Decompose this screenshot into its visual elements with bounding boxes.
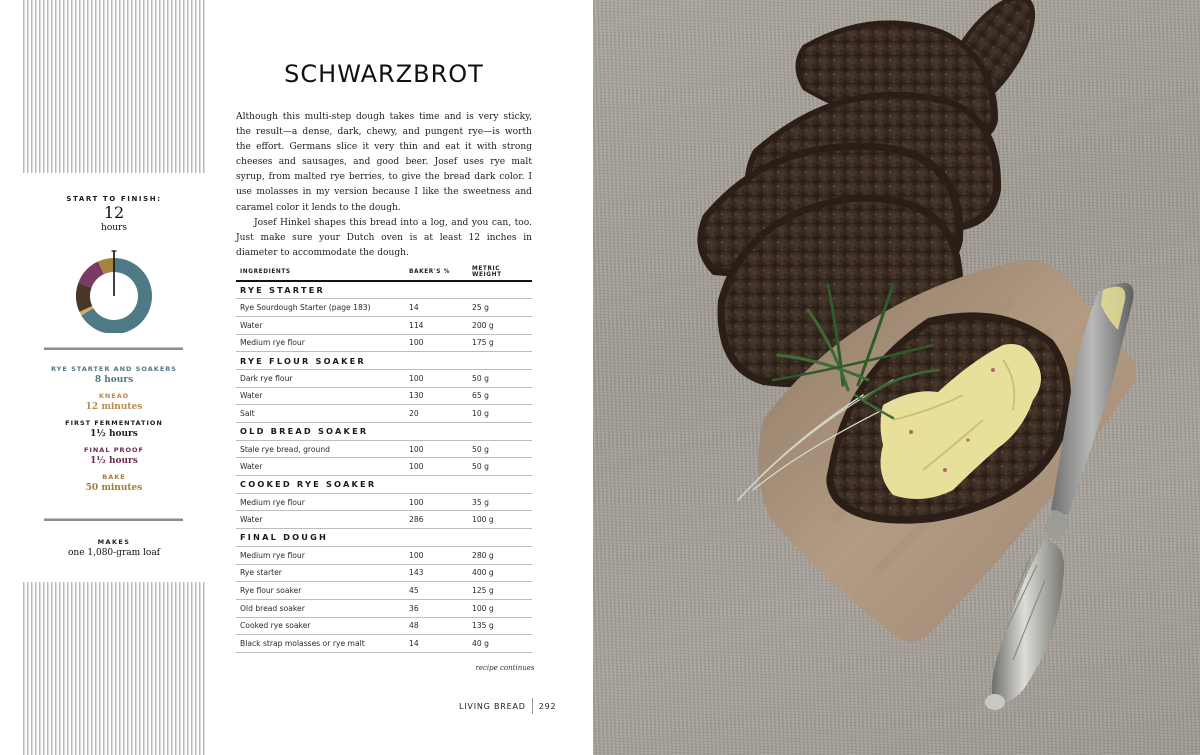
- metric-weight: 100 g: [468, 599, 532, 617]
- section-row: [236, 352, 532, 370]
- page-number: 292: [538, 701, 557, 711]
- decorative-stripes-top: [23, 0, 205, 173]
- bakers-percent: 14: [405, 635, 468, 653]
- section-title: RYE STARTER: [236, 281, 532, 299]
- section-row: [236, 529, 532, 547]
- step-first-fermentation: [40, 419, 188, 440]
- bakers-percent: 100: [405, 546, 468, 564]
- metric-weight: 35 g: [468, 493, 532, 511]
- start-to-finish-label: START TO FINISH:: [66, 195, 162, 203]
- step-value: 1½ hours: [90, 429, 138, 439]
- bakers-percent: 143: [405, 564, 468, 582]
- bread-photo: [593, 0, 1200, 755]
- recipe-continues-note: recipe continues: [475, 664, 535, 672]
- table-row: [236, 405, 532, 423]
- folio-divider: [532, 698, 533, 714]
- table-row: [236, 582, 532, 600]
- table-row: [236, 617, 532, 635]
- section-title: OLD BREAD SOAKER: [236, 423, 532, 441]
- intro-paragraph: Josef Hinkel shapes this bread into a log, and you can, too. Just make sure your Dutch oven is at least 12 inches in diameter to accommodate the dough.: [236, 217, 532, 258]
- header-ingredients: INGREDIENTS: [236, 264, 405, 281]
- step-value: 8 hours: [94, 375, 134, 385]
- sidebar-divider: [44, 518, 183, 521]
- table-row: [236, 316, 532, 334]
- table-header-row: [236, 264, 532, 281]
- section-row: [236, 476, 532, 494]
- section-title: FINAL DOUGH: [236, 529, 532, 547]
- ingredients-table: [236, 264, 532, 653]
- total-time-unit: hours: [101, 223, 127, 233]
- bakers-percent: 130: [405, 387, 468, 405]
- table-row: [236, 635, 532, 653]
- clock-donut-icon: [69, 243, 159, 333]
- makes-value: one 1,080-gram loaf: [67, 548, 161, 558]
- metric-weight: 125 g: [468, 582, 532, 600]
- bakers-percent: 286: [405, 511, 468, 529]
- ingredient-name: Water: [236, 316, 405, 334]
- step-final-proof: [40, 446, 188, 467]
- ingredient-name: Water: [236, 387, 405, 405]
- section-title: COOKED RYE SOAKER: [236, 476, 532, 494]
- bakers-percent: 48: [405, 617, 468, 635]
- header-bakers-percent: BAKER'S %: [405, 264, 468, 281]
- metric-weight: 200 g: [468, 316, 532, 334]
- makes-label: MAKES: [97, 538, 131, 546]
- step-label: RYE STARTER AND SOAKERS: [51, 365, 177, 373]
- header-metric-weight: METRIC WEIGHT: [468, 264, 532, 281]
- intro-paragraph: Although this multi-step dough takes time and is very sticky, the result—a dense, dark, chewy, and pungent rye—is worth the effort. Germans slice it very thin and eat it with strong cheeses and sausages, and good beer. Josef uses rye malt syrup, from malted rye berries, to give the bread dark color. I use molasses in my version because I like the sweetness and caramel color it lends to the dough.: [236, 112, 532, 213]
- table-row: [236, 299, 532, 317]
- table-row: [236, 546, 532, 564]
- table-row: [236, 334, 532, 352]
- bakers-percent: 20: [405, 405, 468, 423]
- metric-weight: 40 g: [468, 635, 532, 653]
- bakers-percent: 100: [405, 369, 468, 387]
- bakers-percent: 36: [405, 599, 468, 617]
- step-value: 50 minutes: [85, 483, 143, 493]
- timeline-donut-chart: [69, 243, 159, 333]
- ingredient-name: Water: [236, 458, 405, 476]
- step-label: KNEAD: [98, 392, 130, 400]
- table-row: [236, 440, 532, 458]
- step-rye-starter: [40, 365, 188, 386]
- bakers-percent: 100: [405, 334, 468, 352]
- metric-weight: 100 g: [468, 511, 532, 529]
- ingredient-name: Medium rye flour: [236, 546, 405, 564]
- step-label: FINAL PROOF: [84, 446, 144, 454]
- metric-weight: 10 g: [468, 405, 532, 423]
- metric-weight: 50 g: [468, 369, 532, 387]
- bakers-percent: 100: [405, 440, 468, 458]
- step-value: 1½ hours: [90, 456, 138, 466]
- metric-weight: 50 g: [468, 458, 532, 476]
- bakers-percent: 100: [405, 458, 468, 476]
- ingredient-name: Stale rye bread, ground: [236, 440, 405, 458]
- timing-sidebar: [40, 190, 188, 333]
- timing-steps: [40, 365, 188, 500]
- bakers-percent: 45: [405, 582, 468, 600]
- ingredient-name: Medium rye flour: [236, 334, 405, 352]
- recipe-page: [0, 0, 593, 755]
- ingredient-name: Cooked rye soaker: [236, 617, 405, 635]
- step-label: BAKE: [102, 473, 126, 481]
- ingredient-name: Rye flour soaker: [236, 582, 405, 600]
- table-row: [236, 599, 532, 617]
- ingredient-name: Salt: [236, 405, 405, 423]
- decorative-stripes-bottom: [23, 582, 205, 755]
- metric-weight: 175 g: [468, 334, 532, 352]
- section-name: LIVING BREAD: [459, 701, 526, 711]
- bakers-percent: 14: [405, 299, 468, 317]
- table-row: [236, 387, 532, 405]
- ingredient-name: Rye Sourdough Starter (page 183): [236, 299, 405, 317]
- table-row: [236, 511, 532, 529]
- section-title: RYE FLOUR SOAKER: [236, 352, 532, 370]
- metric-weight: 280 g: [468, 546, 532, 564]
- bakers-percent: 114: [405, 316, 468, 334]
- recipe-intro: [236, 110, 532, 261]
- table-row: [236, 458, 532, 476]
- ingredient-name: Old bread soaker: [236, 599, 405, 617]
- table-row: [236, 369, 532, 387]
- ingredient-name: Dark rye flour: [236, 369, 405, 387]
- metric-weight: 135 g: [468, 617, 532, 635]
- page-footer: [459, 698, 556, 714]
- yield-block: [40, 537, 188, 560]
- step-bake: [40, 473, 188, 494]
- table-row: [236, 564, 532, 582]
- metric-weight: 50 g: [468, 440, 532, 458]
- section-row: [236, 423, 532, 441]
- table-row: [236, 493, 532, 511]
- ingredient-name: Black strap molasses or rye malt: [236, 635, 405, 653]
- ingredient-name: Water: [236, 511, 405, 529]
- ingredient-name: Rye starter: [236, 564, 405, 582]
- step-knead: [40, 392, 188, 413]
- step-value: 12 minutes: [85, 402, 143, 412]
- metric-weight: 25 g: [468, 299, 532, 317]
- sidebar-divider: [44, 347, 183, 350]
- ingredient-name: Medium rye flour: [236, 493, 405, 511]
- metric-weight: 400 g: [468, 564, 532, 582]
- total-time-number: 12: [103, 203, 125, 222]
- recipe-title: SCHWARZBROT: [284, 60, 484, 88]
- section-row: [236, 281, 532, 299]
- metric-weight: 65 g: [468, 387, 532, 405]
- bread-photo-illustration: [593, 0, 1200, 755]
- step-label: FIRST FERMENTATION: [65, 419, 163, 427]
- bakers-percent: 100: [405, 493, 468, 511]
